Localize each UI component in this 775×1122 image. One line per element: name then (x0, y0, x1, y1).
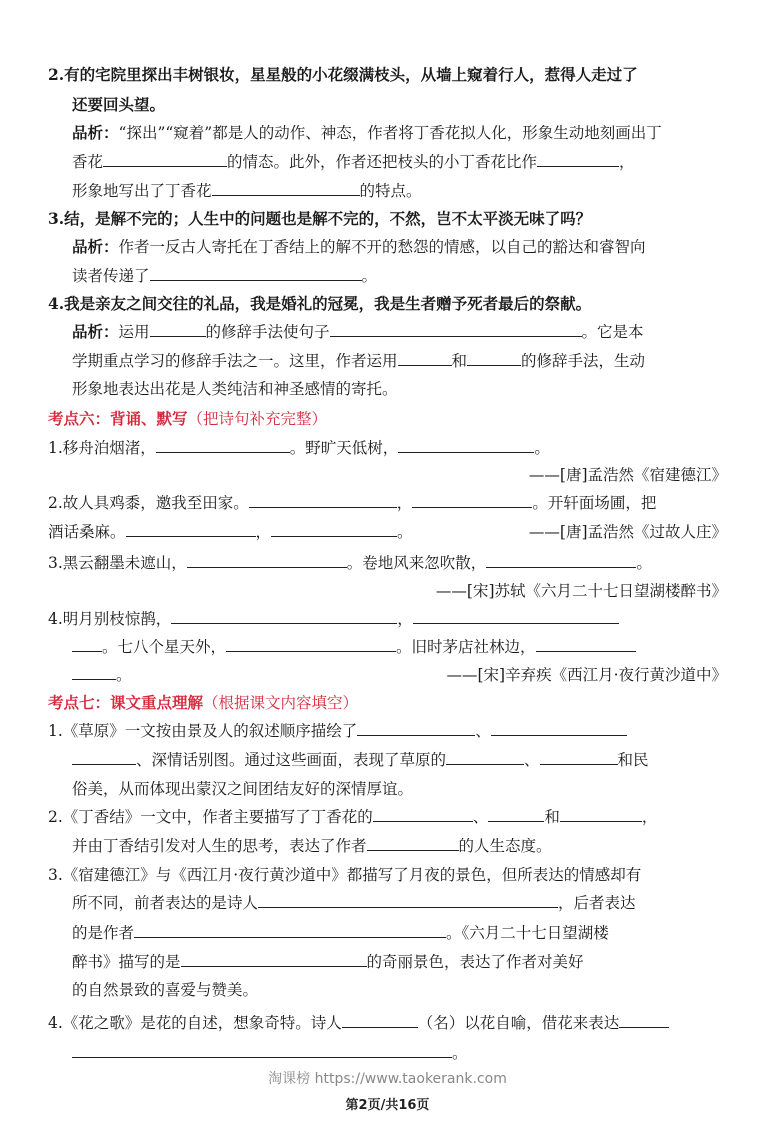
blank-field[interactable] (488, 803, 544, 822)
s7-q1-pre: 1.《草原》一文按由景及人的叙述顺序描绘了 (48, 722, 358, 740)
blank-field[interactable] (72, 633, 102, 652)
poem3-source-text: ——[宋]苏轼《六月二十七日望湖楼醉书》 (435, 582, 727, 600)
poem4-line2 (72, 632, 727, 662)
s7-q4-mid: （名）以花自喻，借花来表达 (417, 1014, 620, 1032)
blank-field[interactable] (171, 605, 397, 624)
poem4-pre: 。七八个星天外， (102, 638, 227, 656)
s7-q1-line1 (48, 716, 727, 746)
s7-q3-post: 。《六月二十七日望湖楼 (446, 924, 609, 942)
q2-analysis-line1 (72, 118, 727, 148)
s7-q4-pre: 4.《花之歌》是花的自述，想象奇特。诗人 (48, 1014, 342, 1032)
q4-sentence-line (48, 289, 727, 319)
q2-sentence-text: 2.有的宅院里探出丰树银妆，星星般的小花缀满枝头，从墙上窥着行人，惹得人走过了 (48, 65, 638, 84)
s7-q2-pre: 2.《丁香结》一文中，作者主要描写了丁香花的 (48, 808, 373, 826)
blank-field[interactable] (258, 889, 558, 908)
poem2-mid: ， (255, 523, 272, 541)
blank-field[interactable] (72, 1039, 452, 1058)
section6-heading (48, 404, 727, 434)
poem4-line3 (72, 660, 727, 690)
blank-field[interactable] (181, 948, 367, 967)
blank-field[interactable] (150, 318, 206, 337)
section7-note: （根据课文内容填空） (203, 694, 359, 712)
poem2-post: 。开轩面场圃，把 (532, 494, 657, 512)
blank-field[interactable] (619, 1009, 669, 1028)
blank-field[interactable] (540, 746, 618, 765)
q3-analysis-pre: 读者传递了 (72, 267, 150, 285)
s7-q2-mid: 和 (544, 808, 560, 826)
blank-field[interactable] (486, 549, 636, 568)
blank-field[interactable] (134, 919, 446, 938)
blank-field[interactable] (537, 148, 619, 167)
q2-analysis-line2 (72, 147, 727, 177)
poem1-source-text: ——[唐]孟浩然《宿建德江》 (528, 466, 727, 484)
s7-q1-sep: 、 (475, 722, 491, 740)
q3-analysis-line2 (72, 261, 727, 291)
s7-q3-text: 3.《宿建德江》与《西江月·夜行黄沙道中》都描写了月夜的景色，但所表达的情感却有 (48, 866, 642, 884)
blank-field[interactable] (560, 803, 642, 822)
poem3-mid: 。卷地风来忽吹散， (346, 554, 487, 572)
q2-analysis-pre: 形象地写出了丁香花 (72, 182, 212, 200)
poem1-post: 。 (534, 439, 550, 457)
blank-field[interactable] (156, 434, 290, 453)
q2-analysis-end: ， (619, 153, 635, 171)
s7-q4-line2 (72, 1038, 727, 1068)
poem1-line (48, 433, 727, 463)
poem4-mid: 。旧时茅店社林边， (396, 638, 536, 656)
analysis-label: 品析： (72, 237, 119, 256)
blank-field[interactable] (446, 746, 524, 765)
s7-q1-mid: 、深情话别图。通过这些画面，表现了草原的 (136, 751, 447, 769)
s7-q3-pre: 的是作者 (72, 924, 135, 942)
q3-analysis-post: 。 (361, 267, 378, 285)
q4-analysis-pre: 学期重点学习的修辞手法之一。这里，作者运用 (72, 352, 398, 370)
q4-analysis-mid: 的修辞手法使句子 (205, 323, 330, 341)
s7-q1-line2 (72, 745, 727, 775)
blank-field[interactable] (342, 1009, 418, 1028)
s7-q1-sep: 、 (524, 751, 540, 769)
q2-analysis-mid: 的情态。此外，作者还把枝头的小丁香花比作 (227, 153, 538, 171)
footer-watermark: 淘课榜 https://www.taokerank.com (268, 1071, 507, 1087)
poem1-mid: 。野旷天低树， (289, 439, 399, 457)
blank-field[interactable] (226, 633, 396, 652)
blank-field[interactable] (412, 489, 532, 508)
blank-field[interactable] (536, 633, 636, 652)
section7-title: 考点七：课文重点理解 (48, 693, 204, 712)
poem4-line1 (48, 604, 727, 634)
s7-q3-text: 的自然景致的喜爱与赞美。 (72, 981, 259, 999)
q4-analysis-text: 形象地表达出花是人类纯洁和神圣感情的寄托。 (72, 380, 398, 398)
q2-sentence-line2 (72, 90, 727, 120)
page-number: 第2页/共16页 (345, 1098, 430, 1113)
q4-analysis-post: 的修辞手法，生动 (521, 352, 646, 370)
s7-q4-line1 (48, 1008, 727, 1038)
blank-field[interactable] (491, 717, 627, 736)
s7-q2-post: ， (641, 808, 658, 826)
s7-q1-text: 俗美，从而体现出蒙汉之间团结友好的深情厚谊。 (72, 780, 414, 798)
q4-analysis-post: 。它是本 (581, 323, 644, 341)
poem2-line2 (48, 517, 727, 547)
s7-q2-line2 (72, 831, 727, 861)
q2-analysis-post: 的特点。 (359, 182, 422, 200)
poem2-pre: 2.故人具鸡黍，邀我至田家。 (48, 494, 249, 512)
q4-sentence-text: 4.我是亲友之间交往的礼品，我是婚礼的冠冕，我是生者赠予死者最后的祭献。 (48, 294, 592, 313)
poem4-post: 。 (116, 666, 132, 684)
analysis-label: 品析： (72, 322, 119, 341)
section7-heading (48, 688, 727, 718)
section6-title: 考点六：背诵、默写 (48, 409, 188, 428)
poem2-post: 。 (397, 523, 413, 541)
s7-q1-line3 (72, 774, 727, 804)
poem3-pre: 3.黑云翻墨未遮山， (48, 554, 187, 572)
blank-field[interactable] (330, 318, 582, 337)
q4-analysis-mid: 和 (451, 352, 468, 370)
q4-analysis-line3 (72, 374, 727, 404)
blank-field[interactable] (187, 549, 347, 568)
q2-analysis-line3 (72, 176, 727, 206)
blank-field[interactable] (249, 489, 397, 508)
blank-field[interactable] (398, 347, 452, 366)
s7-q2-post: 的人生态度。 (458, 837, 552, 855)
s7-q2-sep: 、 (472, 808, 489, 826)
blank-field[interactable] (150, 262, 362, 281)
poem2-mid: ， (396, 494, 413, 512)
blank-field[interactable] (72, 746, 136, 765)
blank-field[interactable] (413, 605, 619, 624)
blank-field[interactable] (398, 434, 534, 453)
s7-q3-line1 (48, 860, 727, 890)
poem3-source (48, 576, 727, 606)
poem2-source-text: ——[唐]孟浩然《过故人庄》 (528, 523, 727, 541)
poem3-post: 。 (636, 554, 652, 572)
s7-q3-line2 (72, 888, 727, 918)
poem2-pre: 酒话桑麻。 (48, 523, 126, 541)
q4-analysis-line2 (72, 346, 727, 376)
s7-q3-post: 的奇丽景色，表达了作者对美好 (366, 953, 584, 971)
q2-analysis-text: “探出”“窥着”都是人的动作、神态，作者将丁香花拟人化，形象生动地刻画出丁 (118, 124, 662, 142)
q2-sentence-line1 (48, 60, 727, 90)
q4-analysis-line1 (72, 317, 727, 347)
q4-analysis-pre: 运用 (118, 323, 150, 341)
s7-q3-post: ，后者表达 (558, 894, 636, 912)
s7-q3-line5 (72, 975, 727, 1005)
poem3-line (48, 548, 727, 578)
blank-field[interactable] (467, 347, 521, 366)
s7-q3-line3 (72, 918, 727, 948)
poem4-source-text: ——[宋]辛弃疾《西江月·夜行黄沙道中》 (446, 666, 727, 684)
poem1-source (48, 460, 727, 490)
poem4-pre: 4.明月别枝惊鹊， (48, 610, 172, 628)
blank-field[interactable] (271, 518, 397, 537)
s7-q3-pre: 所不同，前者表达的是诗人 (72, 894, 259, 912)
s7-q4-post: 。 (452, 1044, 468, 1062)
blank-field[interactable] (357, 717, 475, 736)
blank-field[interactable] (72, 661, 116, 680)
q2-analysis-pre: 香花 (72, 153, 104, 171)
poem4-mid: ， (397, 610, 413, 628)
q2-sentence-text-cont: 还要回头望。 (72, 95, 166, 114)
s7-q1-post: 和民 (617, 751, 649, 769)
blank-field[interactable] (126, 518, 256, 537)
s7-q2-line1 (48, 802, 727, 832)
s7-q3-line4 (72, 947, 727, 977)
poem2-line1 (48, 488, 727, 518)
blank-field[interactable] (103, 148, 227, 167)
q3-analysis-text: 作者一反古人寄托在丁香结上的解不开的愁怨的情感，以自己的豁达和睿智向 (118, 238, 646, 256)
s7-q2-pre: 并由丁香结引发对人生的思考，表达了作者 (72, 837, 367, 855)
s7-q3-pre: 醉书》描写的是 (72, 953, 181, 971)
q3-sentence-line (48, 204, 727, 234)
analysis-label: 品析： (72, 123, 119, 142)
q3-analysis-line1 (72, 232, 727, 262)
blank-field[interactable] (367, 832, 459, 851)
q3-sentence-text: 3.结，是解不完的；人生中的问题也是解不完的，不然，岂不太平淡无味了吗？ (48, 209, 592, 228)
blank-field[interactable] (373, 803, 473, 822)
section6-note: （把诗句补充完整） (187, 410, 328, 428)
blank-field[interactable] (212, 177, 360, 196)
poem1-pre: 1.移舟泊烟渚， (48, 439, 156, 457)
